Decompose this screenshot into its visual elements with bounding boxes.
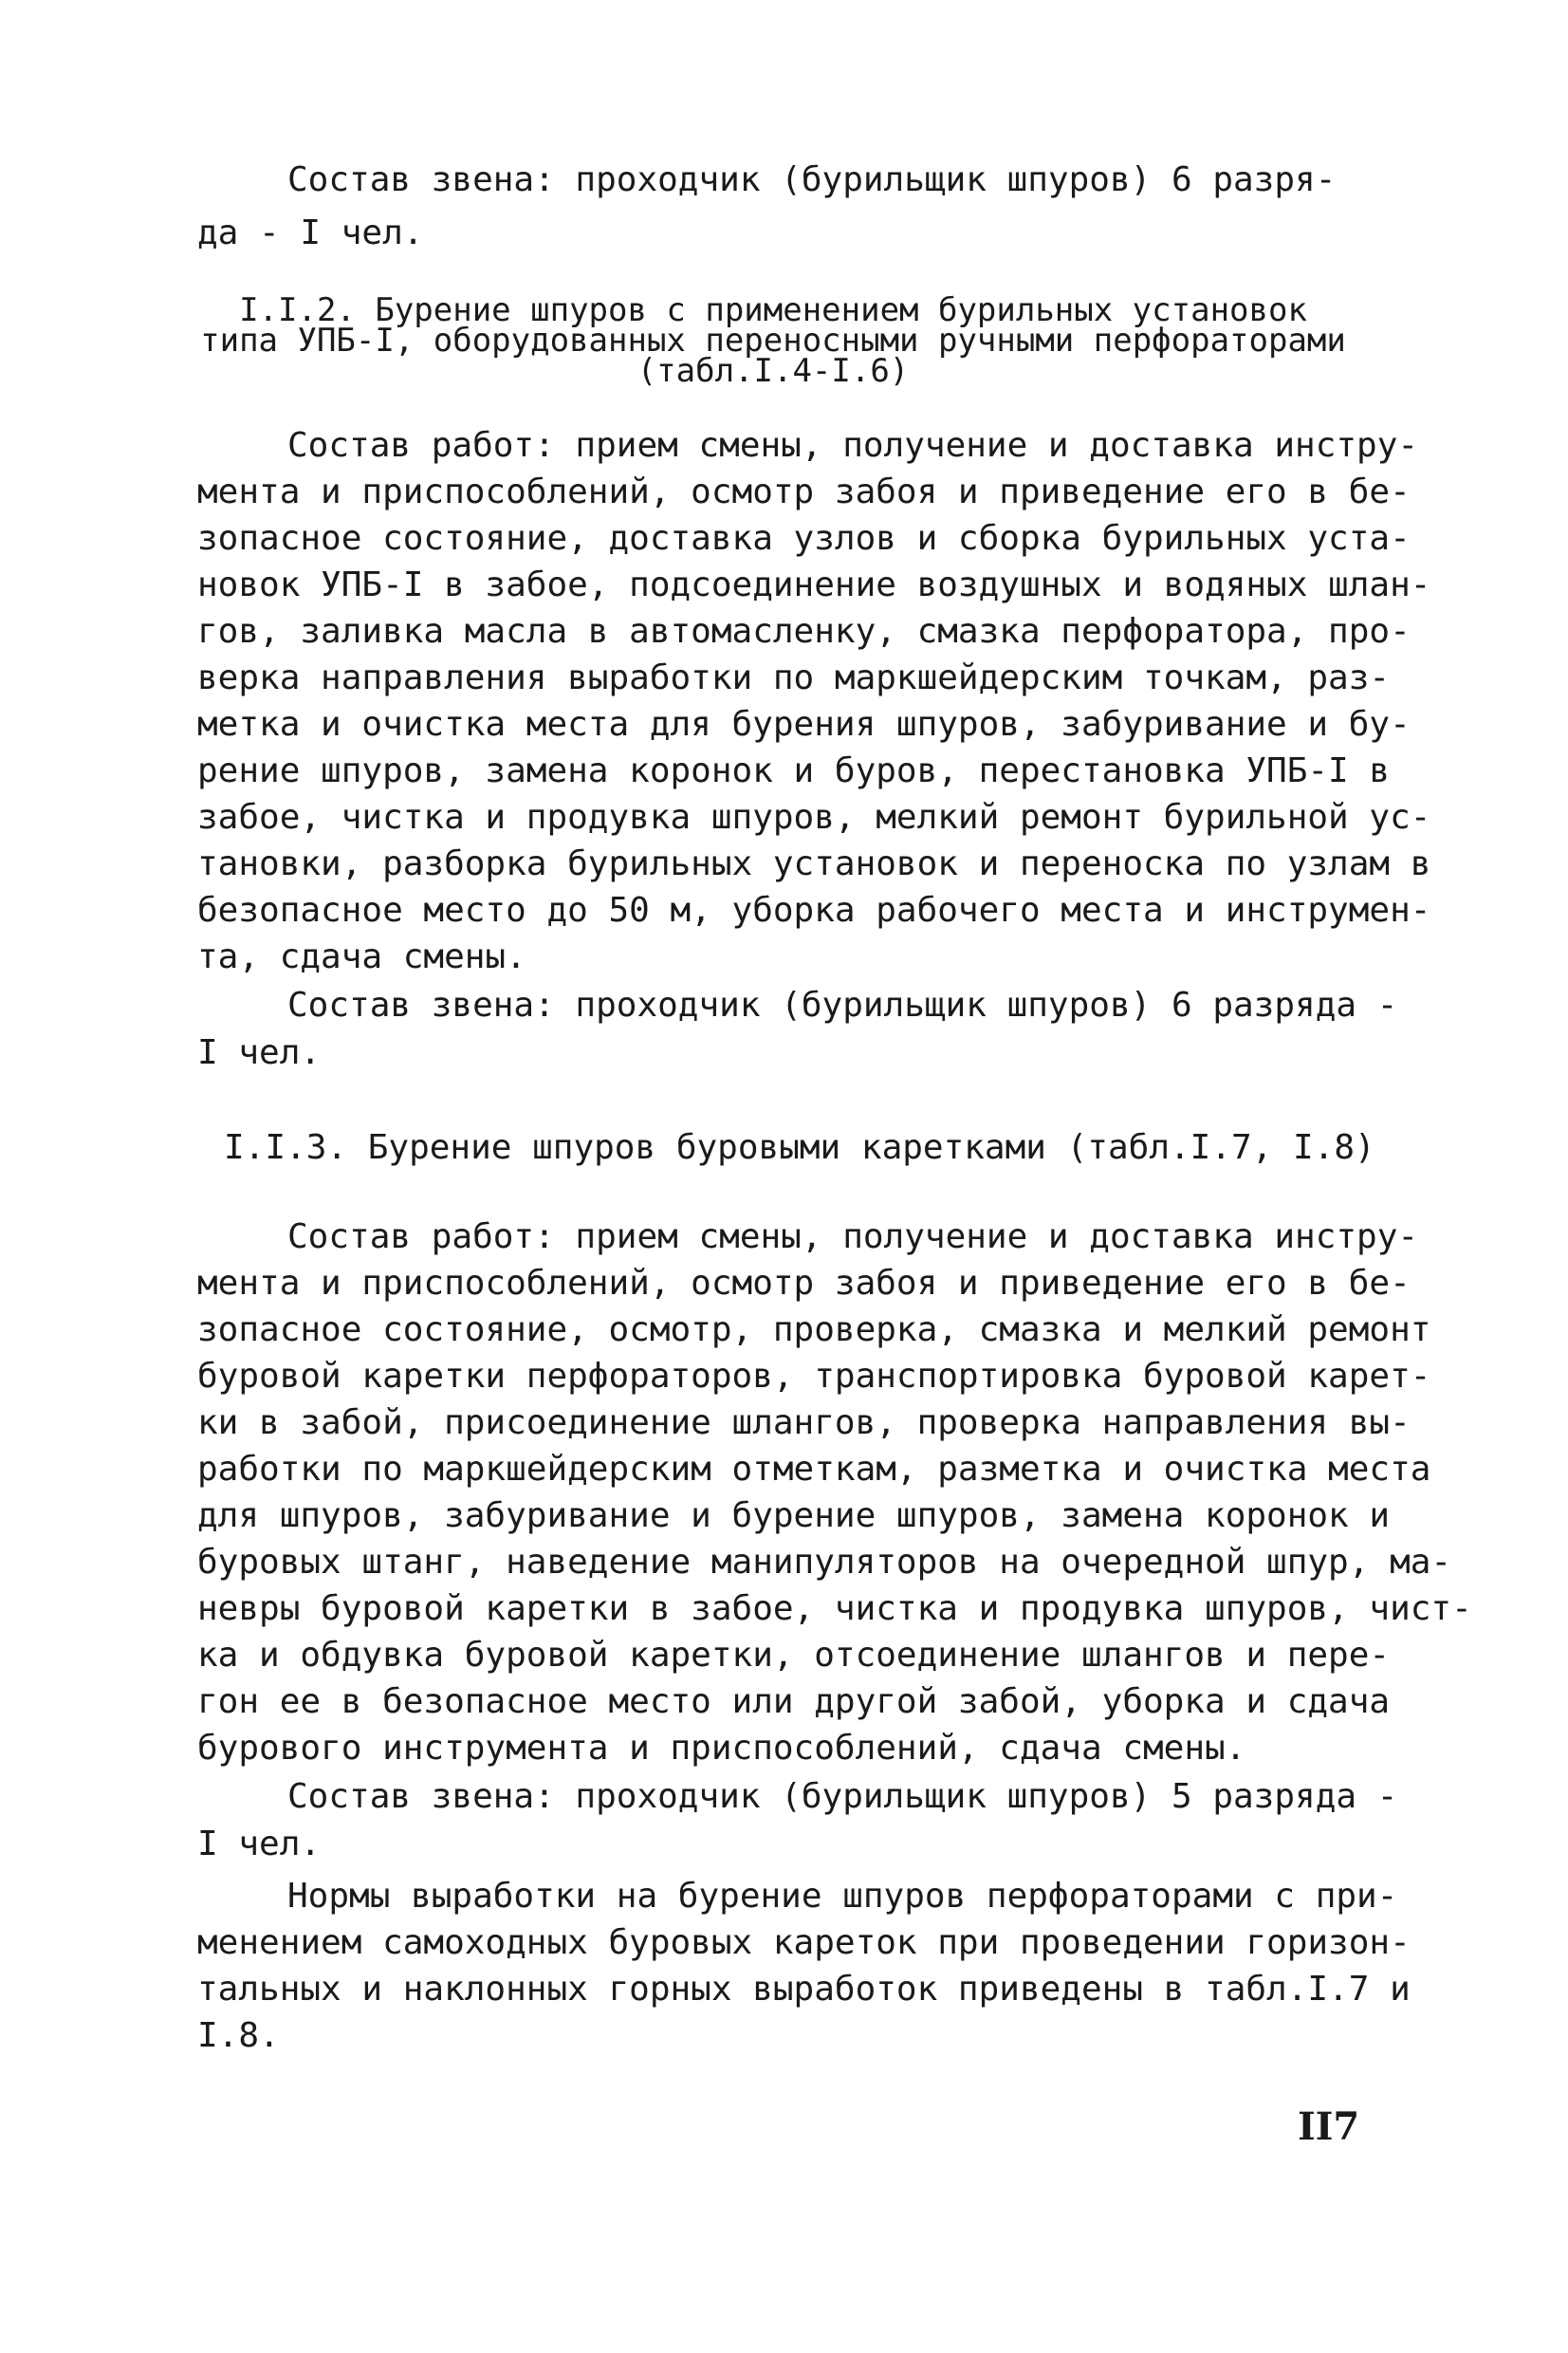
section-113-work-line: буровых штанг, наведение манипуляторов на очередной шпур, ма- bbox=[197, 1543, 1452, 1582]
section-113-work-line: работки по маркшейдерским отметкам, разметка и очистка места bbox=[197, 1450, 1431, 1489]
section-112-work-line: мента и приспособлений, осмотр забоя и приведение его в бе- bbox=[197, 472, 1411, 511]
section-112-work-line: зопасное состояние, доставка узлов и сборка бурильных уста- bbox=[197, 519, 1411, 558]
section-112-crew-line-2: I чел. bbox=[197, 1033, 322, 1072]
section-112-work-line: верка направления выработки по маркшейдерским точкам, раз- bbox=[197, 658, 1391, 697]
section-113-heading: I.I.3. Бурение шпуров буровыми каретками (табл.I.7, I.8) bbox=[224, 1128, 1375, 1167]
section-112-work-line: тановки, разборка бурильных установок и переноска по узлам в bbox=[197, 844, 1431, 883]
section-112-heading-line-2: типа УПБ-I, оборудованных переносными ручными перфораторами bbox=[200, 322, 1346, 360]
page-number: II7 bbox=[1298, 2104, 1360, 2149]
section-113-work-line: Состав работ: прием смены, получение и доставка инстру- bbox=[287, 1217, 1419, 1256]
section-113-work-line: мента и приспособлений, осмотр забоя и приведение его в бе- bbox=[197, 1264, 1411, 1303]
section-113-work-line: невры буровой каретки в забое, чистка и продувка шпуров, чист- bbox=[197, 1589, 1472, 1628]
section-112-work-line: рение шпуров, замена коронок и буров, перестановка УПБ-I в bbox=[197, 751, 1391, 790]
section-113-work-line: гон ее в безопасное место или другой забой, уборка и сдача bbox=[197, 1682, 1391, 1721]
norms-line: тальных и наклонных горных выработок приведены в табл.I.7 и bbox=[197, 1970, 1411, 2009]
section-112-work-line: гов, заливка масла в автомасленку, смазка перфоратора, про- bbox=[197, 612, 1411, 651]
section-112-work-line: забое, чистка и продувка шпуров, мелкий ремонт бурильной ус- bbox=[197, 798, 1431, 837]
section-112-work-line: безопасное место до 50 м, уборка рабочего места и инструмен- bbox=[197, 891, 1431, 930]
section-113-crew-line-2: I чел. bbox=[197, 1825, 322, 1863]
section-113-work-line: для шпуров, забуривание и бурение шпуров, замена коронок и bbox=[197, 1496, 1391, 1535]
section-113-work-line: ка и обдувка буровой каретки, отсоединение шлангов и пере- bbox=[197, 1636, 1391, 1675]
norms-line: Нормы выработки на бурение шпуров перфораторами с при- bbox=[287, 1877, 1398, 1916]
section-112-work-line: та, сдача смены. bbox=[197, 937, 526, 976]
intro-crew-line-2: да - I чел. bbox=[197, 213, 424, 252]
section-112-work-line: новок УПБ-I в забое, подсоединение воздушных и водяных шлан- bbox=[197, 565, 1431, 604]
section-113-crew-line-1: Состав звена: проходчик (бурильщик шпуров) 5 разряда - bbox=[287, 1777, 1398, 1816]
section-113-work-line: ки в забой, присоединение шлангов, проверка направления вы- bbox=[197, 1403, 1411, 1442]
section-113-work-line: зопасное состояние, осмотр, проверка, смазка и мелкий ремонт bbox=[197, 1310, 1431, 1349]
section-112-crew-line-1: Состав звена: проходчик (бурильщик шпуров) 6 разряда - bbox=[287, 986, 1398, 1025]
section-113-work-line: бурового инструмента и приспособлений, сдача смены. bbox=[197, 1729, 1246, 1768]
section-112-work-line: метка и очистка места для бурения шпуров, забуривание и бу- bbox=[197, 705, 1411, 744]
norms-line: менением самоходных буровых кареток при проведении горизон- bbox=[197, 1923, 1411, 1962]
section-112-heading-line-1: I.I.2. Бурение шпуров с применением бурильных установок bbox=[239, 291, 1307, 329]
norms-line: I.8. bbox=[197, 2016, 280, 2055]
section-112-work-line: Состав работ: прием смены, получение и доставка инстру- bbox=[287, 426, 1419, 465]
section-112-heading-line-3: (табл.I.4-I.6) bbox=[636, 352, 910, 390]
intro-crew-line-1: Состав звена: проходчик (бурильщик шпуров) 6 разря- bbox=[287, 160, 1337, 199]
section-113-work-line: буровой каретки перфораторов, транспортировка буровой карет- bbox=[197, 1357, 1431, 1396]
